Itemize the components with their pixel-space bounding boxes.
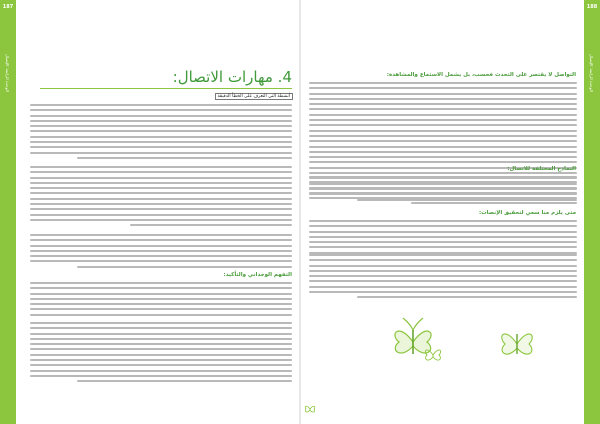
right-paragraph-3 [309, 220, 577, 257]
right-heading-3: متى يلزم منا سعي لتحقيق الإنصات: [478, 210, 576, 216]
left-paragraph-4 [30, 282, 292, 319]
butterfly-illustration-right [493, 318, 541, 366]
intro-box: أنشطة التي التعرف على الخطأ الدقيقة [215, 93, 294, 100]
right-paragraph-4 [309, 254, 577, 302]
left-paragraph-3 [30, 234, 292, 271]
chapter-title: 4. مهارات الاتصال: [172, 68, 292, 86]
left-sidebar-band [0, 0, 16, 424]
left-side-label: الوحدة الرابعة: الإتصال [5, 54, 10, 92]
right-page-number: 188 [586, 4, 598, 10]
left-page-number: 187 [2, 4, 14, 10]
left-paragraph-5 [30, 322, 292, 386]
left-paragraph-1 [30, 104, 292, 162]
chapter-title-row [40, 66, 292, 89]
right-page [301, 0, 584, 424]
right-heading-1: التواصل لا يقتصر على التحدث فحسب، بل يشمل الاستماع والمشاهدة: [386, 72, 576, 78]
left-page [16, 0, 299, 424]
right-heading-2: النماذج المختلفة للاتصال: [507, 166, 576, 172]
right-paragraph-2 [309, 176, 577, 208]
empathy-heading: التفهم الوجداني والتأكيد: [223, 272, 292, 278]
butterfly-illustration-small [421, 342, 445, 366]
butterfly-illustration-tiny [303, 402, 317, 416]
right-sidebar-band [584, 0, 600, 424]
right-side-label: الوحدة الرابعة: الإتصال [589, 54, 594, 92]
left-paragraph-2 [30, 166, 292, 230]
